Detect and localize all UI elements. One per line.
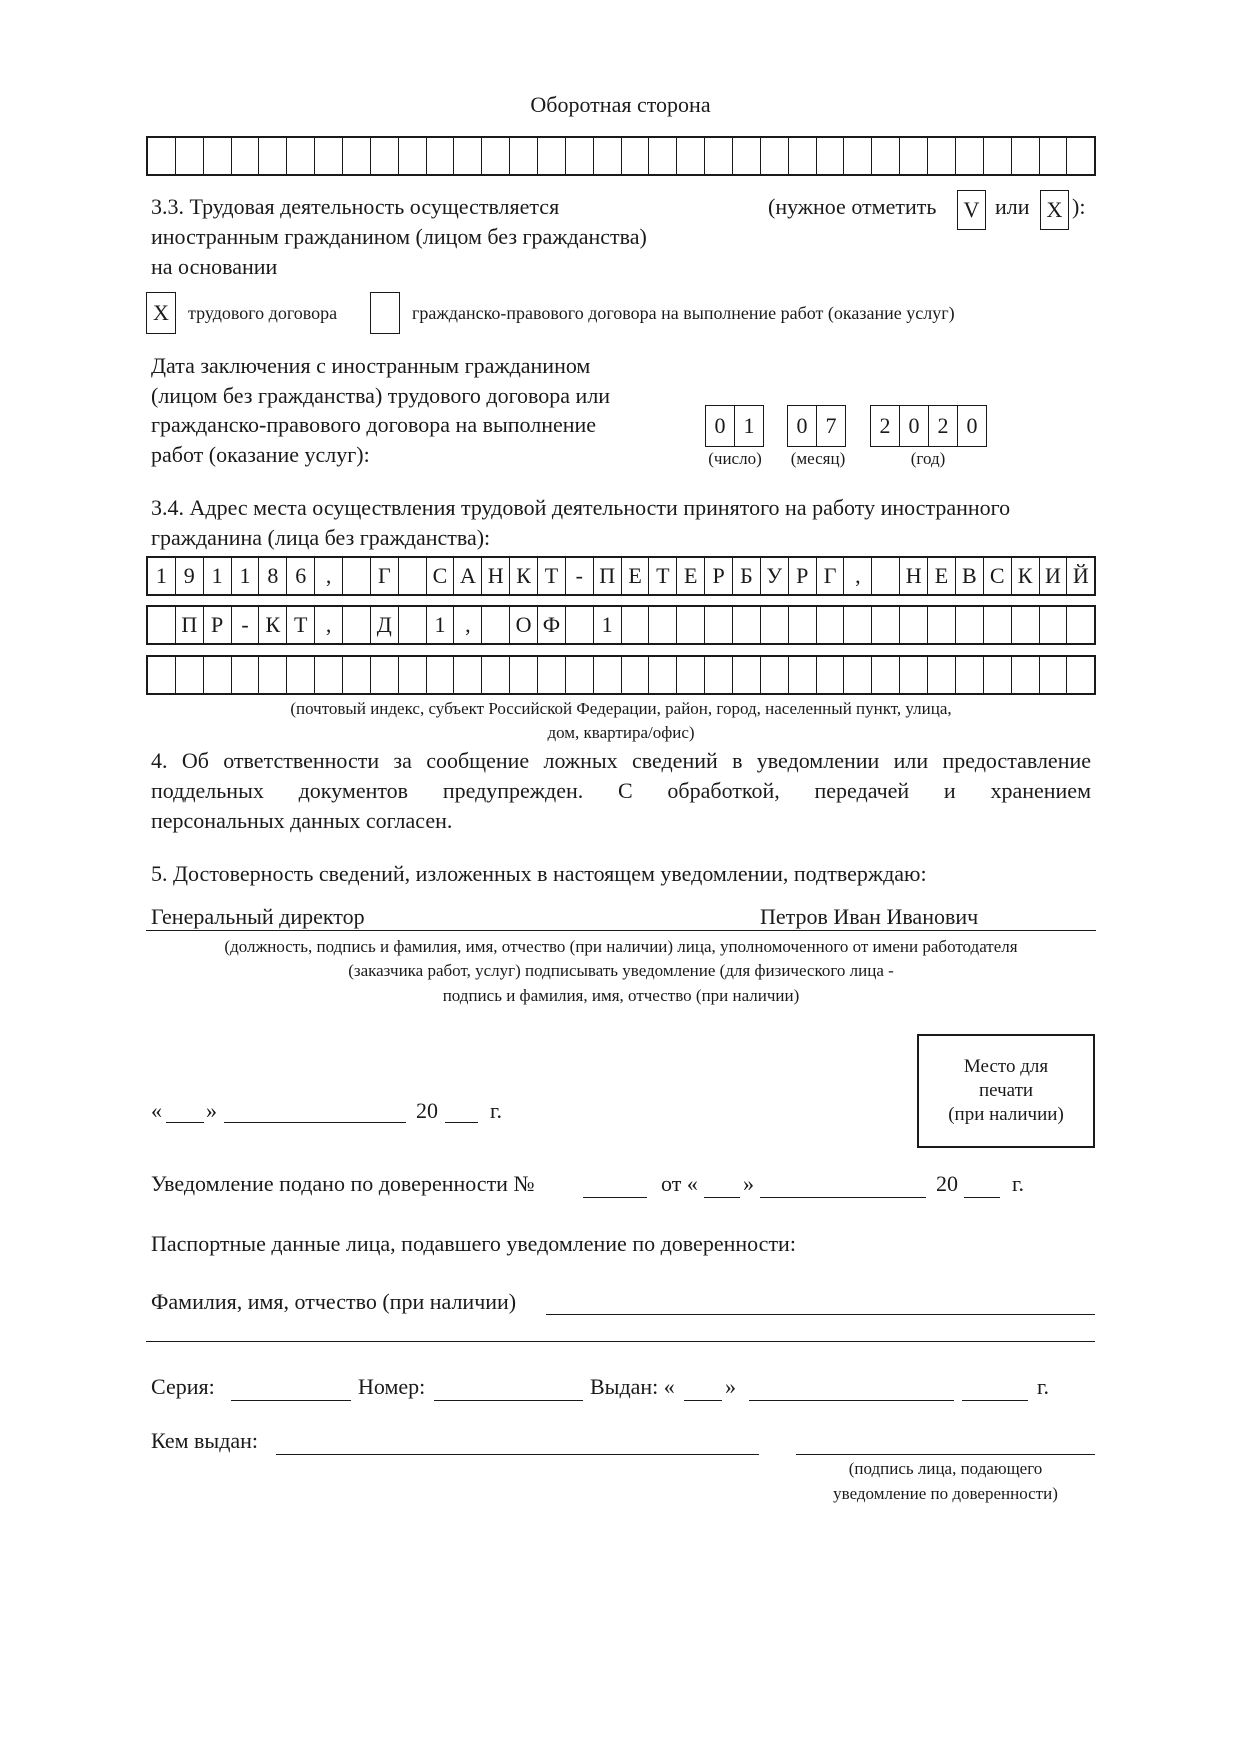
mark-hint-v-box: V xyxy=(957,190,986,230)
proxy-day-blank[interactable] xyxy=(704,1197,740,1198)
date-digit[interactable]: 1 xyxy=(734,406,763,446)
address-row-3[interactable] xyxy=(146,655,1096,695)
address-row-2[interactable] xyxy=(146,605,1096,645)
sign-month-blank[interactable] xyxy=(224,1122,406,1123)
proxy-label: Уведомление подано по доверенности № xyxy=(151,1171,535,1196)
grid-cell[interactable]: С xyxy=(426,558,454,594)
grid-cell[interactable] xyxy=(732,138,760,174)
grid-cell[interactable] xyxy=(621,657,649,693)
proxy-year-suffix: г. xyxy=(1012,1171,1025,1196)
grid-cell[interactable] xyxy=(788,607,816,643)
grid-cell[interactable] xyxy=(175,138,203,174)
grid-cell[interactable] xyxy=(231,657,259,693)
grid-cell[interactable] xyxy=(648,607,676,643)
grid-cell[interactable] xyxy=(843,138,871,174)
day-caption: (число) xyxy=(708,449,762,468)
grid-cell[interactable] xyxy=(148,657,175,693)
grid-cell[interactable] xyxy=(175,657,203,693)
grid-cell[interactable] xyxy=(1011,138,1039,174)
address-caption-1: (почтовый индекс, субъект Российской Федерации, район, город, населенный пункт, улица, xyxy=(290,699,952,718)
grid-cell[interactable] xyxy=(286,138,314,174)
labor-contract-label: трудового договора xyxy=(188,303,338,323)
grid-cell[interactable]: В xyxy=(955,558,983,594)
grid-cell[interactable] xyxy=(927,607,955,643)
grid-cell[interactable] xyxy=(621,607,649,643)
grid-cell[interactable] xyxy=(871,657,899,693)
grid-cell[interactable]: 8 xyxy=(258,558,286,594)
passport-heading: Паспортные данные лица, подавшего уведомление по доверенности: xyxy=(151,1231,796,1256)
grid-cell[interactable] xyxy=(816,607,844,643)
grid-cell[interactable] xyxy=(148,607,175,643)
grid-cell[interactable] xyxy=(398,558,426,594)
grid-cell[interactable] xyxy=(593,138,621,174)
address-caption-2: дом, квартира/офис) xyxy=(547,723,695,742)
grid-cell[interactable]: - xyxy=(231,607,259,643)
grid-cell[interactable] xyxy=(983,607,1011,643)
grid-cell[interactable] xyxy=(509,657,537,693)
grid-cell[interactable]: Г xyxy=(816,558,844,594)
grid-cell[interactable] xyxy=(760,657,788,693)
grid-cell[interactable] xyxy=(704,657,732,693)
proxy-year-prefix: 20 xyxy=(936,1171,958,1196)
grid-cell[interactable] xyxy=(342,138,370,174)
grid-cell[interactable]: , xyxy=(453,607,481,643)
grid-cell[interactable] xyxy=(1066,657,1094,693)
grid-cell[interactable] xyxy=(1066,138,1094,174)
issued-by-label: Кем выдан: xyxy=(151,1428,259,1453)
grid-cell[interactable] xyxy=(565,657,593,693)
grid-cell[interactable]: Н xyxy=(481,558,509,594)
grid-cell[interactable] xyxy=(481,657,509,693)
grid-cell[interactable]: К xyxy=(258,607,286,643)
s34-line1: 3.4. Адрес места осуществления трудовой деятельности принятого на работу иностранного xyxy=(151,495,1011,520)
grid-cell[interactable] xyxy=(648,138,676,174)
grid-cell[interactable] xyxy=(481,138,509,174)
grid-cell[interactable] xyxy=(676,607,704,643)
grid-cell[interactable] xyxy=(1039,607,1067,643)
grid-cell[interactable] xyxy=(593,657,621,693)
grid-cell[interactable]: Т xyxy=(286,607,314,643)
contract-year-field[interactable] xyxy=(870,405,987,447)
grid-cell[interactable]: И xyxy=(1039,558,1067,594)
grid-cell[interactable]: Р xyxy=(788,558,816,594)
grid-cell[interactable]: Е xyxy=(621,558,649,594)
grid-cell[interactable] xyxy=(760,607,788,643)
proxy-signature-line[interactable] xyxy=(796,1454,1095,1455)
grid-cell[interactable] xyxy=(732,607,760,643)
mark-hint-suffix: ): xyxy=(1072,194,1086,219)
grid-cell[interactable]: 1 xyxy=(155,563,167,588)
date-line4: работ (оказание услуг): xyxy=(151,442,370,467)
signer-caption-1: (должность, подпись и фамилия, имя, отчество (при наличии) лица, уполномоченного от имени работодателя xyxy=(224,937,1018,956)
sign-date-close-quote: » xyxy=(206,1098,217,1123)
grid-cell[interactable] xyxy=(258,657,286,693)
grid-cell[interactable]: 1 xyxy=(203,558,231,594)
issued-by-line[interactable] xyxy=(276,1454,759,1455)
date-digit[interactable]: 0 xyxy=(899,406,928,446)
grid-cell[interactable]: 6 xyxy=(286,558,314,594)
grid-cell[interactable] xyxy=(621,138,649,174)
issued-day-line[interactable] xyxy=(684,1400,722,1401)
issued-month-line[interactable] xyxy=(749,1400,954,1401)
grid-cell[interactable] xyxy=(983,138,1011,174)
fio-field-line[interactable] xyxy=(546,1314,1095,1315)
grid-cell[interactable]: Г xyxy=(370,558,398,594)
grid-cell[interactable] xyxy=(927,657,955,693)
grid-cell[interactable] xyxy=(342,607,370,643)
stamp-line-2: печати xyxy=(978,1080,1034,1101)
grid-cell[interactable] xyxy=(426,657,454,693)
grid-cell[interactable] xyxy=(342,558,370,594)
grid-cell[interactable] xyxy=(537,657,565,693)
grid-cell[interactable]: Р xyxy=(704,558,732,594)
grid-cell[interactable] xyxy=(565,607,593,643)
mark-hint-x-box: X xyxy=(1040,190,1069,230)
signer-line[interactable] xyxy=(146,930,1096,931)
grid-cell[interactable] xyxy=(871,558,899,594)
grid-cell[interactable] xyxy=(398,657,426,693)
proxy-close-quote: » xyxy=(743,1171,754,1196)
date-line1: Дата заключения с иностранным гражданином xyxy=(151,353,591,378)
grid-cell[interactable] xyxy=(788,657,816,693)
stamp-line-3: (при наличии) xyxy=(948,1104,1064,1125)
grid-cell[interactable] xyxy=(843,657,871,693)
grid-cell[interactable]: 1 xyxy=(426,607,454,643)
grid-cell[interactable] xyxy=(676,138,704,174)
date-digit[interactable]: 7 xyxy=(816,406,845,446)
grid-cell[interactable] xyxy=(537,138,565,174)
grid-cell[interactable]: Й xyxy=(1066,558,1094,594)
grid-cell[interactable]: А xyxy=(453,558,481,594)
signer-caption-3: подпись и фамилия, имя, отчество (при наличии) xyxy=(442,986,800,1005)
page-title: Оборотная сторона xyxy=(530,92,711,117)
grid-cell[interactable] xyxy=(314,657,342,693)
signer-position: Генеральный директор xyxy=(151,904,365,929)
grid-cell[interactable] xyxy=(453,657,481,693)
proxy-number-blank[interactable] xyxy=(583,1197,647,1198)
grid-cell[interactable]: Т xyxy=(648,558,676,594)
grid-cell[interactable] xyxy=(899,138,927,174)
date-digit[interactable]: 2 xyxy=(879,413,891,438)
grid-cell[interactable] xyxy=(648,657,676,693)
grid-cell[interactable] xyxy=(509,138,537,174)
grid-cell[interactable] xyxy=(565,138,593,174)
date-line2: (лицом без гражданства) трудового договора или xyxy=(151,383,611,408)
grid-cell[interactable] xyxy=(370,657,398,693)
s5-line1: 5. Достоверность сведений, изложенных в настоящем уведомлении, подтверждаю: xyxy=(151,861,927,886)
grid-cell[interactable] xyxy=(203,138,231,174)
grid-cell[interactable]: Т xyxy=(537,558,565,594)
grid-cell[interactable]: , xyxy=(314,607,342,643)
address-row-1[interactable] xyxy=(146,556,1096,596)
signer-caption-2: (заказчика работ, услуг) подписывать уведомление (для физического лица - xyxy=(348,961,894,980)
series-field-line[interactable] xyxy=(231,1400,351,1401)
grid-cell[interactable] xyxy=(816,138,844,174)
contract-month-field[interactable] xyxy=(787,405,846,447)
s33-line3: на основании xyxy=(151,254,278,279)
grid-cell[interactable] xyxy=(955,657,983,693)
grid-cell[interactable] xyxy=(1039,657,1067,693)
number-field-line[interactable] xyxy=(434,1400,583,1401)
year-caption: (год) xyxy=(910,449,946,468)
grid-cell[interactable]: К xyxy=(1011,558,1039,594)
grid-cell[interactable]: , xyxy=(314,558,342,594)
proxy-month-blank[interactable] xyxy=(760,1197,926,1198)
sign-date-open-quote: « xyxy=(151,1098,162,1123)
grid-cell[interactable] xyxy=(760,138,788,174)
date-digit[interactable]: 2 xyxy=(928,406,957,446)
proxy-year-blank[interactable] xyxy=(964,1197,1000,1198)
grid-cell[interactable]: П xyxy=(175,607,203,643)
number-label: Номер: xyxy=(358,1374,426,1399)
grid-cell[interactable] xyxy=(398,138,426,174)
grid-cell[interactable]: Д xyxy=(370,607,398,643)
grid-cell[interactable] xyxy=(398,607,426,643)
grid-cell[interactable] xyxy=(983,657,1011,693)
grid-cell[interactable]: Н xyxy=(899,558,927,594)
fio-label: Фамилия, имя, отчество (при наличии) xyxy=(151,1289,517,1314)
grid-cell[interactable] xyxy=(955,138,983,174)
grid-cell[interactable]: - xyxy=(565,558,593,594)
grid-cell[interactable] xyxy=(1066,607,1094,643)
grid-cell[interactable] xyxy=(148,138,175,174)
issued-close-quote: » xyxy=(725,1374,736,1399)
grid-cell[interactable]: Б xyxy=(732,558,760,594)
grid-cell[interactable] xyxy=(871,607,899,643)
grid-cell[interactable] xyxy=(370,138,398,174)
grid-cell[interactable]: У xyxy=(760,558,788,594)
date-digit[interactable]: 0 xyxy=(957,406,986,446)
sign-day-blank[interactable] xyxy=(166,1122,204,1123)
grid-cell[interactable] xyxy=(314,138,342,174)
grid-cell[interactable] xyxy=(704,138,732,174)
proxy-signature-caption-1: (подпись лица, подающего xyxy=(848,1459,1043,1478)
sign-year-suffix: г. xyxy=(490,1098,503,1123)
grid-cell[interactable] xyxy=(453,138,481,174)
grid-cell[interactable] xyxy=(899,607,927,643)
grid-cell[interactable] xyxy=(955,607,983,643)
grid-cell[interactable]: О xyxy=(509,607,537,643)
grid-cell[interactable] xyxy=(816,657,844,693)
grid-cell[interactable]: Е xyxy=(927,558,955,594)
grid-cell[interactable]: 1 xyxy=(593,607,621,643)
grid-cell[interactable] xyxy=(286,657,314,693)
grid-cell[interactable] xyxy=(1011,657,1039,693)
grid-cell[interactable]: К xyxy=(509,558,537,594)
date-line3: гражданско-правового договора на выполнение xyxy=(151,412,597,437)
grid-cell[interactable] xyxy=(788,138,816,174)
date-digit[interactable]: 0 xyxy=(796,413,808,438)
grid-cell[interactable]: Р xyxy=(203,607,231,643)
grid-cell[interactable] xyxy=(843,607,871,643)
grid-cell[interactable] xyxy=(1039,138,1067,174)
top-cell-grid[interactable] xyxy=(146,136,1096,176)
issued-year-line[interactable] xyxy=(962,1400,1028,1401)
grid-cell[interactable]: 1 xyxy=(231,558,259,594)
contract-day-field[interactable] xyxy=(705,405,764,447)
stamp-placeholder xyxy=(917,1034,1095,1148)
grid-cell[interactable] xyxy=(481,607,509,643)
grid-cell[interactable] xyxy=(676,657,704,693)
month-caption: (месяц) xyxy=(790,449,846,468)
proxy-from: от « xyxy=(661,1171,698,1196)
civil-contract-checkbox[interactable] xyxy=(370,292,400,334)
fio-continuation-line[interactable] xyxy=(146,1341,1095,1342)
grid-cell[interactable] xyxy=(871,138,899,174)
date-digit[interactable]: 0 xyxy=(714,413,726,438)
signer-name: Петров Иван Иванович xyxy=(760,904,979,929)
mark-hint-prefix: (нужное отметить xyxy=(768,194,937,219)
civil-contract-label: гражданско-правового договора на выполнение работ (оказание услуг) xyxy=(412,303,955,323)
issued-label: Выдан: « xyxy=(590,1374,675,1399)
s33-line1: 3.3. Трудовая деятельность осуществляется xyxy=(151,194,560,219)
series-label: Серия: xyxy=(151,1374,215,1399)
grid-cell[interactable]: , xyxy=(843,558,871,594)
s4-line1: 4. Об ответственности за сообщение ложных сведений в уведомлении или предоставление xyxy=(151,748,1091,773)
sign-year-blank[interactable] xyxy=(445,1122,478,1123)
grid-cell[interactable] xyxy=(258,138,286,174)
sign-year-prefix: 20 xyxy=(416,1098,438,1123)
s4-line2: поддельных документов предупрежден. С обработкой, передачей и хранением xyxy=(151,778,1091,803)
issued-year-suffix: г. xyxy=(1037,1374,1050,1399)
s34-line2: гражданина (лица без гражданства): xyxy=(151,525,491,550)
grid-cell[interactable]: 9 xyxy=(175,558,203,594)
stamp-line-1: Место для xyxy=(963,1056,1049,1077)
grid-cell[interactable] xyxy=(1011,607,1039,643)
grid-cell[interactable]: Е xyxy=(676,558,704,594)
grid-cell[interactable] xyxy=(927,138,955,174)
grid-cell[interactable]: Ф xyxy=(537,607,565,643)
grid-cell[interactable]: П xyxy=(593,558,621,594)
proxy-signature-caption-2: уведомление по доверенности) xyxy=(833,1484,1058,1503)
grid-cell[interactable] xyxy=(899,657,927,693)
grid-cell[interactable] xyxy=(203,657,231,693)
s4-line3: персональных данных согласен. xyxy=(151,808,453,833)
grid-cell[interactable] xyxy=(704,607,732,643)
mark-hint-or: или xyxy=(995,194,1030,219)
grid-cell[interactable]: С xyxy=(983,558,1011,594)
grid-cell[interactable] xyxy=(732,657,760,693)
grid-cell[interactable] xyxy=(426,138,454,174)
labor-contract-checkbox[interactable]: X xyxy=(146,292,176,334)
grid-cell[interactable] xyxy=(342,657,370,693)
grid-cell[interactable] xyxy=(231,138,259,174)
s33-line2: иностранным гражданином (лицом без гражданства) xyxy=(151,224,647,249)
